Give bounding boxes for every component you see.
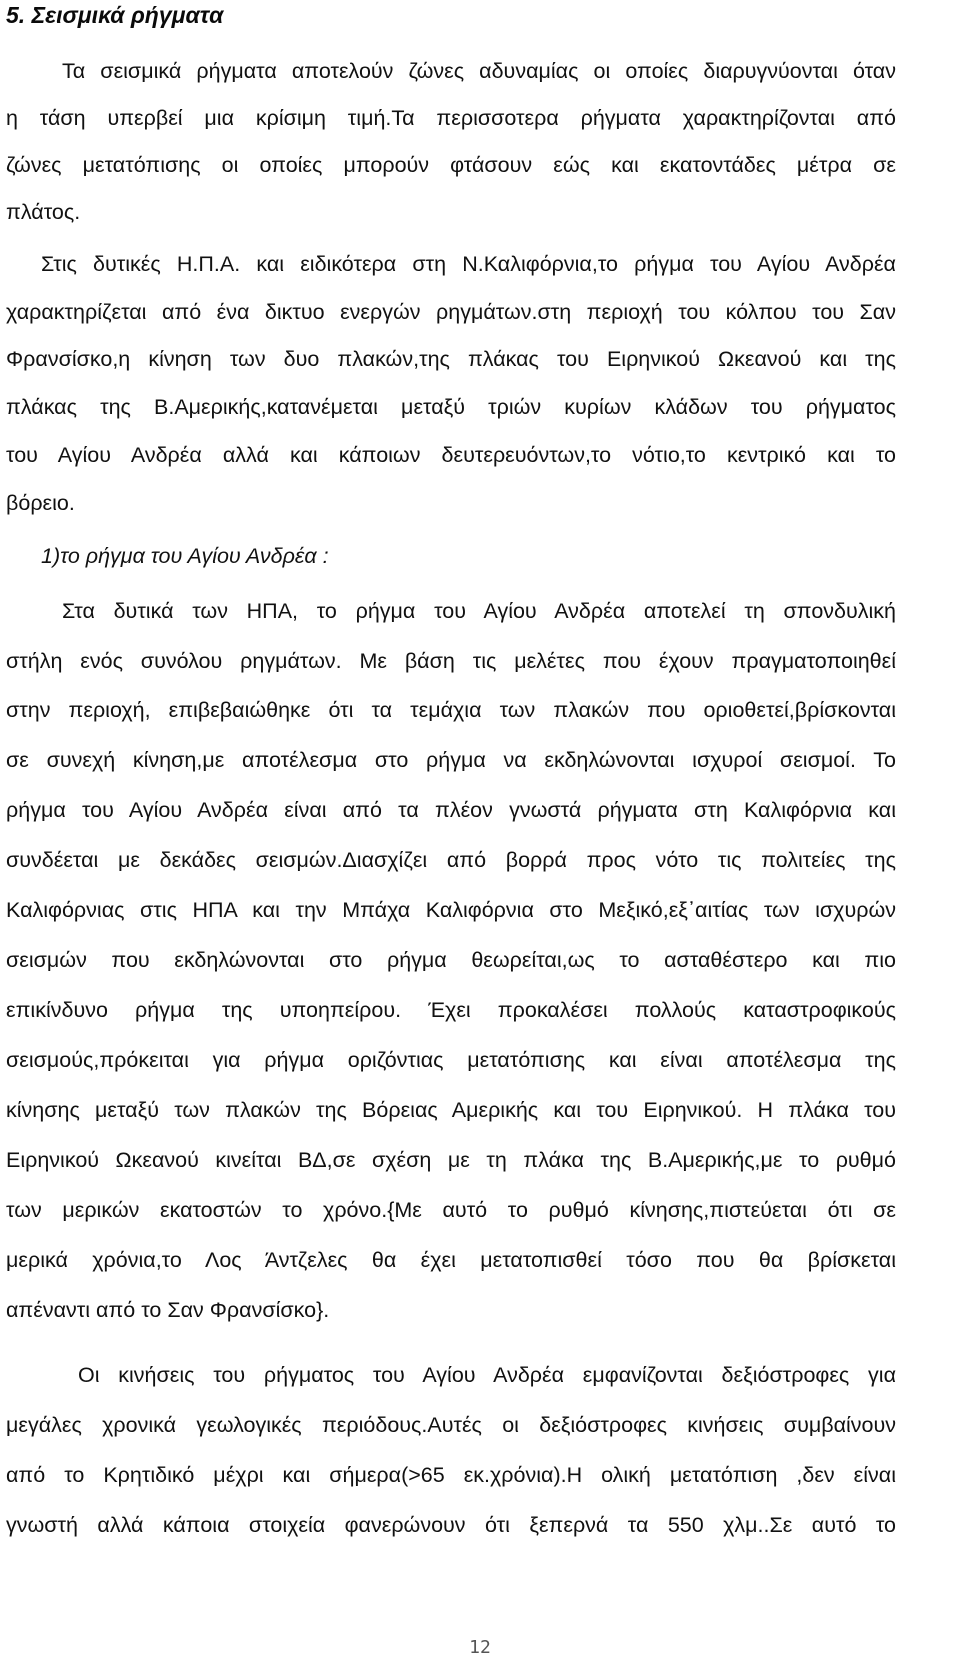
paragraph-line: επικίνδυνο ρήγμα της υποηπείρου. Έχει προκαλέσει πολλούς καταστροφικούς — [6, 998, 896, 1022]
page-number: 12 — [469, 1637, 491, 1658]
paragraph-line: συνδέεται με δεκάδες σεισμών.Διασχίζει από βορρά προς νότο τις πολιτείες της — [6, 848, 896, 872]
paragraph-line: ζώνες μετατόπισης οι οποίες μπορούν φτάσουν εώς και εκατοντάδες μέτρα σε — [6, 153, 896, 177]
paragraph-line: Φρανσίσκο,η κίνηση των δυο πλακών,της πλάκας του Ειρηνικού Ωκεανού και της — [6, 347, 896, 371]
paragraph-line: σε συνεχή κίνηση,με αποτέλεσμα στο ρήγμα να εκδηλώνονται ισχυροί σεισμοί. Το — [6, 748, 896, 772]
paragraph-line: Οι κινήσεις του ρήγματος του Αγίου Ανδρέα εμφανίζονται δεξιόστροφες για — [78, 1363, 896, 1387]
paragraph-line: σεισμούς,πρόκειται για ρήγμα οριζόντιας μετατόπισης και είναι αποτέλεσμα της — [6, 1048, 896, 1072]
paragraph-line: του Αγίου Ανδρέα αλλά και κάποιων δευτερευόντων,το νότιο,το κεντρικό και το — [6, 443, 896, 467]
subsection-heading: 1)το ρήγμα του Αγίου Ανδρέα : — [41, 544, 329, 568]
paragraph-line: χαρακτηρίζεται από ένα δικτυο ενεργών ρηγμάτων.στη περιοχή του κόλπου του Σαν — [6, 300, 896, 324]
paragraph-line: Καλιφόρνιας στις ΗΠΑ και την Μπάχα Καλιφόρνια στο Μεξικό,εξ᾽αιτίας των ισχυρών — [6, 898, 896, 922]
paragraph-line: Στα δυτικά των ΗΠΑ, το ρήγμα του Αγίου Ανδρέα αποτελεί τη σπονδυλική — [62, 599, 896, 623]
paragraph-line: των μερικών εκατοστών το χρόνο.{Με αυτό το ρυθμό κίνησης,πιστεύεται ότι σε — [6, 1198, 896, 1222]
section-heading: 5. Σεισμικά ρήγματα — [6, 2, 224, 28]
paragraph-line: σεισμών που εκδηλώνονται στο ρήγμα θεωρείται,ως το ασταθέστερο και πιο — [6, 948, 896, 972]
paragraph-line: μερικά χρόνια,το Λος Άντζελες θα έχει μετατοπισθεί τόσο που θα βρίσκεται — [6, 1248, 896, 1272]
paragraph-line: βόρειο. — [6, 491, 75, 515]
paragraph-line: κίνησης μεταξύ των πλακών της Βόρειας Αμερικής και του Ειρηνικού. Η πλάκα του — [6, 1098, 896, 1122]
paragraph-line: ρήγμα του Αγίου Ανδρέα είναι από τα πλέον γνωστά ρήγματα στη Καλιφόρνια και — [6, 798, 896, 822]
paragraph-line: γνωστή αλλά κάποια στοιχεία φανερώνουν ότι ξεπερνά τα 550 χλμ..Σε αυτό το — [6, 1513, 896, 1537]
paragraph-line: Στις δυτικές Η.Π.Α. και ειδικότερα στη Ν.Καλιφόρνια,το ρήγμα του Αγίου Ανδρέα — [41, 252, 896, 276]
paragraph-line: απέναντι από το Σαν Φρανσίσκο}. — [6, 1298, 330, 1322]
paragraph-line: Ειρηνικού Ωκεανού κινείται ΒΔ,σε σχέση με τη πλάκα της Β.Αμερικής,με το ρυθμό — [6, 1148, 896, 1172]
paragraph-line: η τάση υπερβεί μια κρίσιμη τιμή.Τα περισσοτερα ρήγματα χαρακτηρίζονται από — [6, 106, 896, 130]
paragraph-line: πλάκας της Β.Αμερικής,κατανέμεται μεταξύ τριών κυρίων κλάδων του ρήγματος — [6, 395, 896, 419]
paragraph-line: μεγάλες χρονικά γεωλογικές περιόδους.Αυτές οι δεξιόστροφες κινήσεις συμβαίνουν — [6, 1413, 896, 1437]
paragraph-line: στην περιοχή, επιβεβαιώθηκε ότι τα τεμάχια των πλακών που οριοθετεί,βρίσκονται — [6, 698, 896, 722]
paragraph-line: από το Κρητιδικό μέχρι και σήμερα(>65 εκ.χρόνια).Η ολική μετατόπιση ,δεν είναι — [6, 1463, 896, 1487]
paragraph-line: Τα σεισμικά ρήγματα αποτελούν ζώνες αδυναμίας οι οποίες διαρυγνύονται όταν — [62, 59, 896, 83]
paragraph-line: πλάτος. — [6, 200, 81, 224]
paragraph-line: στήλη ενός συνόλου ρηγμάτων. Με βάση τις μελέτες που έχουν πραγματοποιηθεί — [6, 649, 896, 673]
